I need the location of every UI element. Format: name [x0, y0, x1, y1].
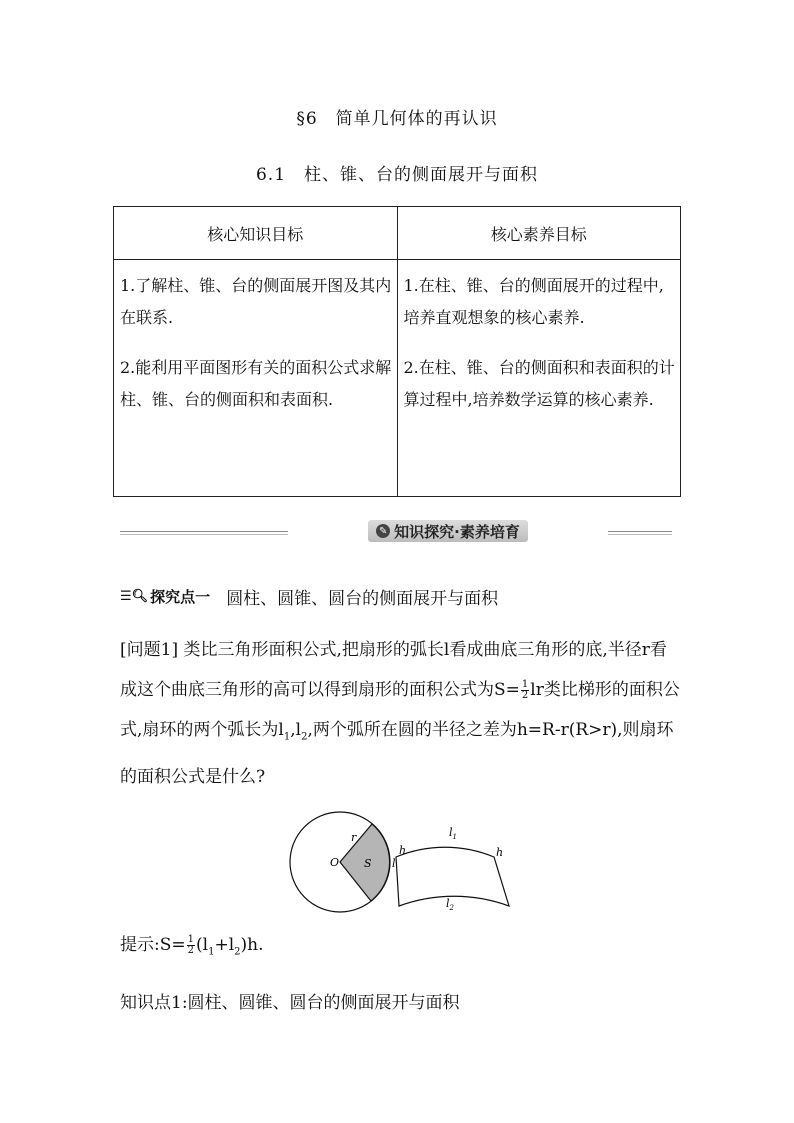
- h-right-label: h: [496, 846, 504, 859]
- literacy-goal-2: 2.在柱、锥、台的侧面积和表面积的计算过程中,培养数学运算的核心素养.: [403, 358, 675, 409]
- hint-fraction-denominator: 2: [187, 945, 194, 956]
- literacy-goal-1: 1.在柱、锥、台的侧面展开的过程中,培养直观想象的核心素养.: [403, 276, 664, 327]
- explore-badge: [120, 586, 210, 607]
- radius-label: r: [351, 831, 357, 844]
- fraction-numerator: 1: [521, 679, 529, 690]
- hint-expr-c: )h.: [240, 935, 264, 955]
- hint-subscript-1: 1: [208, 946, 215, 958]
- goals-table: [113, 206, 681, 497]
- subsection-title: 6.1 柱、锥、台的侧面展开与面积: [255, 165, 539, 185]
- explore-topic: 圆柱、圆锥、圆台的侧面展开与面积: [226, 589, 499, 609]
- center-label: O: [330, 856, 340, 869]
- left-side-label: l: [392, 857, 396, 870]
- subscript-1: 1: [283, 731, 291, 743]
- section-banner: [120, 518, 672, 544]
- hint-fraction-numerator: 1: [187, 934, 194, 945]
- section-title: §6 简单几何体的再认识: [296, 109, 498, 129]
- sector-label: S: [364, 857, 372, 870]
- hint-prefix: 提示:S=: [120, 935, 186, 955]
- knowledge-point-heading: 知识点1:圆柱、圆锥、圆台的侧面展开与面积: [120, 993, 460, 1013]
- explore-badge-label: 探究点一: [150, 588, 211, 606]
- knowledge-goals-cell: [114, 260, 398, 497]
- hint-expr-b: +l: [214, 935, 235, 955]
- problem-text-3: ,两个弧所在圆的半径之差为h=R-r(R>r),则扇环的面积公式是什么?: [120, 720, 674, 788]
- fraction-half: [521, 680, 529, 701]
- problem-text-1: [问题1] 类比三角形面积公式,把扇形的弧长l看成曲底三角形的底,半径r看成这个曲底三角形的高可以得到扇形的面积公式为S=: [120, 640, 667, 700]
- fraction-denominator: 2: [521, 690, 529, 701]
- bottom-arc-label: $l_2$: [446, 897, 454, 912]
- knowledge-goal-1: 1.了解柱、锥、台的侧面展开图及其内在联系.: [120, 276, 392, 327]
- compass-icon: ✎: [376, 524, 390, 538]
- magnifier-icon: ☰🔍︎: [120, 589, 149, 604]
- annulus-sector: [396, 847, 509, 906]
- literacy-goals-cell: [397, 260, 681, 497]
- hint-subscript-2: 2: [234, 946, 241, 958]
- hint-expr-a: (l: [196, 935, 209, 955]
- hint-line: [120, 930, 264, 967]
- problem-text-2: lr类比梯形的面积公式,扇环的两个弧长为l: [120, 680, 680, 740]
- problem-paragraph: [120, 630, 680, 797]
- subscript-2: 2: [301, 731, 308, 743]
- hint-fraction: [187, 935, 195, 956]
- h-left-label: h: [399, 844, 407, 857]
- knowledge-goal-2: 2.能利用平面图形有关的面积公式求解柱、锥、台的侧面积和表面积.: [120, 358, 392, 409]
- top-arc-label: $l_1$: [449, 826, 457, 841]
- sector-annulus-figure: [288, 810, 514, 915]
- explore-point-heading: [120, 584, 498, 609]
- literacy-goals-header: 核心素养目标: [397, 207, 681, 260]
- knowledge-goals-header: 核心知识目标: [114, 207, 398, 260]
- banner-text: 知识探究·素养培育: [394, 522, 520, 541]
- problem-text-comma: ,l: [290, 720, 302, 740]
